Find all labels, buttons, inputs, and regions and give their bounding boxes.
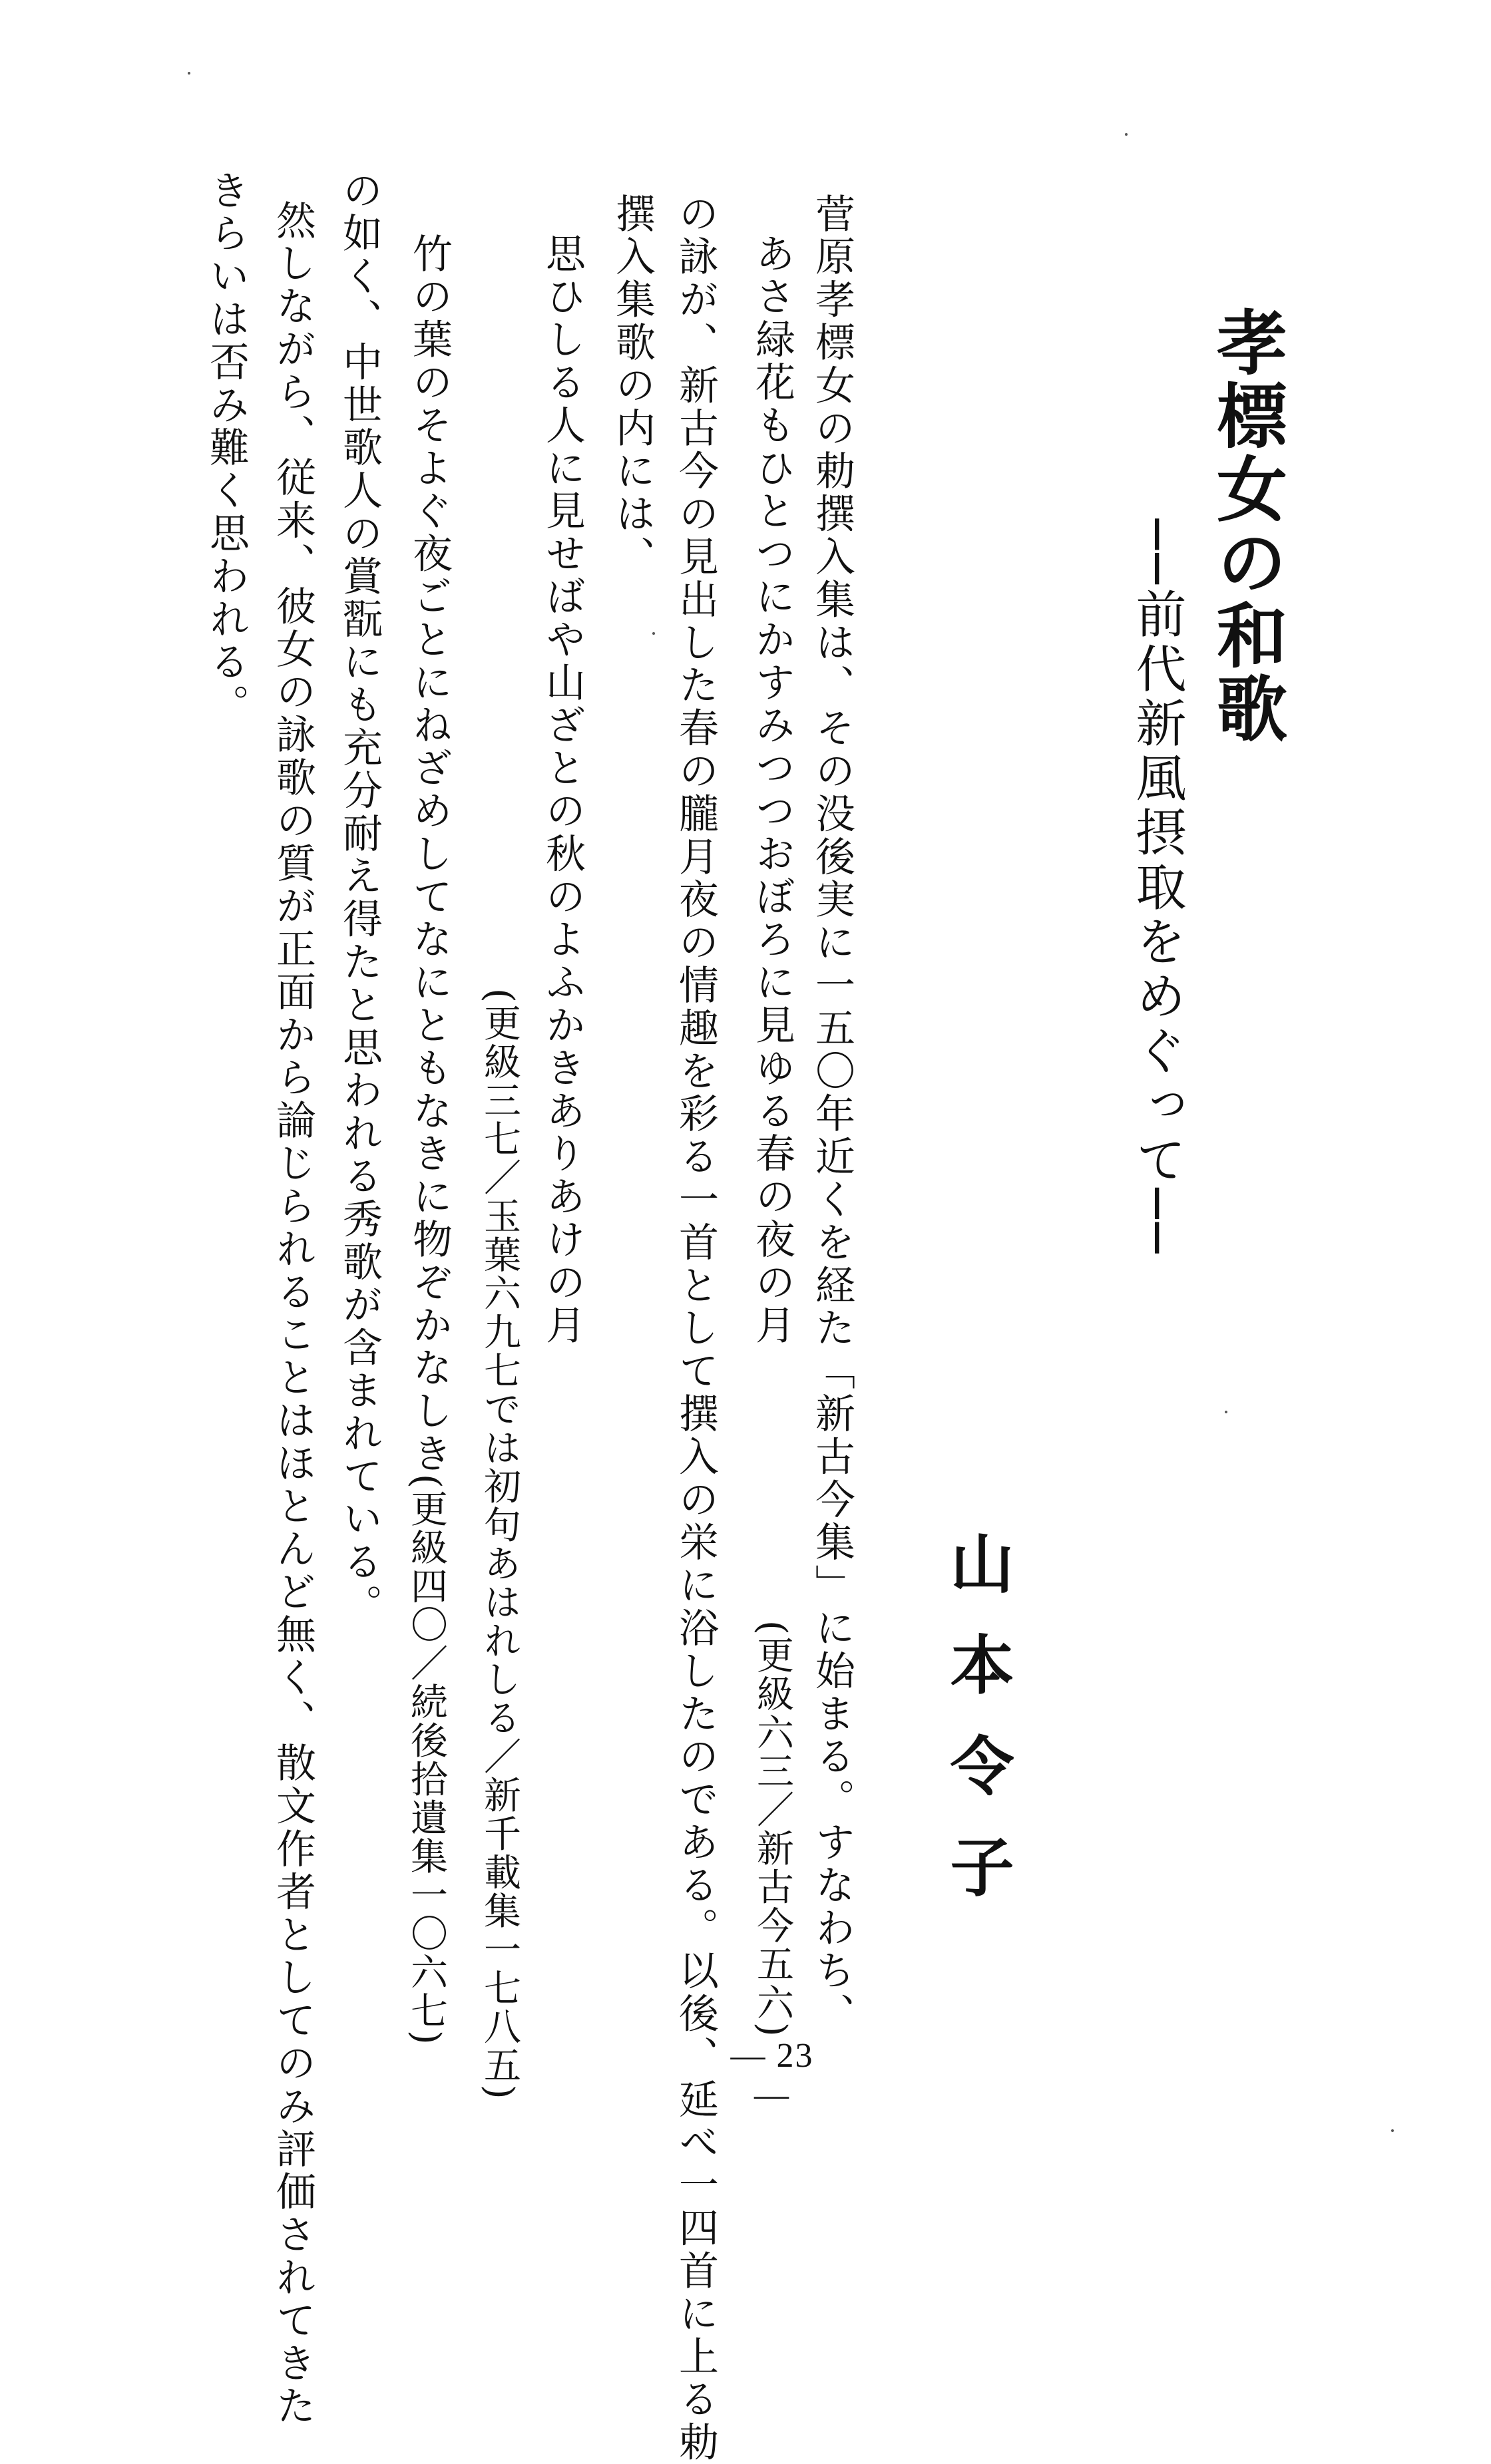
body-line-5: 然しながら、従来、彼女の詠歌の質が正面から論じられることはほとんど無く、散文作者としてのみ評価されてきた: [270, 200, 316, 2428]
scan-speck: [1391, 2129, 1394, 2132]
poem-citation-2: (更級三七／玉葉六九七では初句あはれしる／新千載集一七八五): [478, 988, 521, 2101]
article-title: 孝標女の和歌: [1205, 306, 1289, 745]
body-line-6: きらいは否み難く思われる。: [203, 170, 250, 727]
poem-citation-3: (更級四〇／続後拾遺集一〇六七): [405, 1474, 448, 2046]
scan-speck: [188, 72, 190, 75]
scan-speck: [652, 632, 655, 635]
body-line-3: 撰入集歌の内には、: [609, 193, 656, 579]
body-line-1: 菅原孝標女の勅撰入集は、その没後実に一五〇年近くを経た「新古今集」に始まる。すなわち、: [809, 193, 855, 2036]
scan-speck: [1125, 133, 1128, 136]
poem-line-2: 思ひしる人に見せばや山ざとの秋のよふかきありあけの月: [539, 233, 586, 1347]
body-line-4: の如く、中世歌人の賞翫にも充分耐え得たと思われる秀歌が含まれている。: [336, 170, 383, 1627]
poem-line-3: 竹の葉のそよぐ夜ごとにねざめしてなにともなきに物ぞかなしき: [406, 233, 453, 1476]
scan-speck: [1225, 1411, 1227, 1413]
author-name: 山本令子: [940, 1530, 1015, 1935]
poem-citation-1: (更級六三／新古今五六): [751, 1620, 794, 2038]
poem-line-1: あさ緑花もひとつにかすみつつおぼろに見ゆる春の夜の月: [749, 233, 795, 1347]
body-line-2: の詠が、新古今の見出した春の朧月夜の情趣を彩る一首として撰入の栄に浴したのである。以後、延べ一四首に上る勅: [672, 193, 719, 2464]
article-subtitle: ──前代新風摂取をめぐって──: [1128, 519, 1187, 1258]
page-number: — 23 —: [730, 2037, 814, 2114]
